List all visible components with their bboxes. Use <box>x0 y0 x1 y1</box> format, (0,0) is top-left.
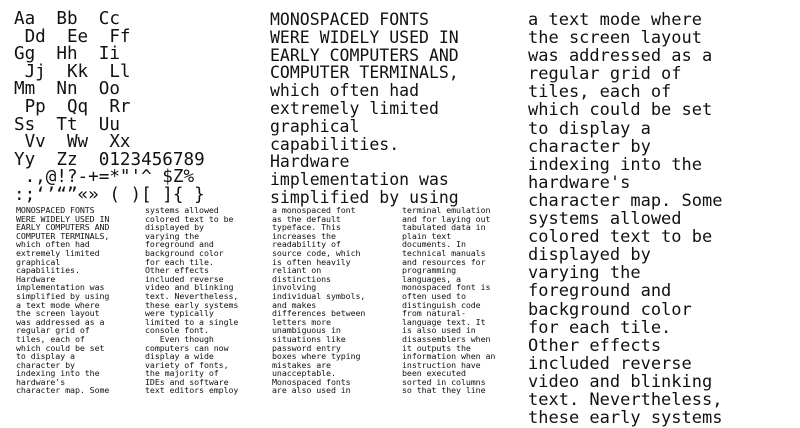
text-line: Pp Qq Rr <box>14 96 131 117</box>
text-line: Hardware <box>16 273 56 284</box>
text-line: Yy Zz 0123456789 <box>14 149 205 170</box>
text-line: as the default <box>272 213 341 224</box>
text-line: background color <box>528 299 692 320</box>
text-line: typeface. This <box>272 222 341 233</box>
text-line: extremely limited <box>16 247 100 258</box>
text-line: readability of <box>272 239 341 250</box>
text-line: which often had <box>16 239 90 250</box>
text-line: :;‘’“”«» ( )[ ]{ } <box>14 184 205 205</box>
text-line: to display a <box>16 351 75 362</box>
text-line: unacceptable. <box>272 368 336 379</box>
text-line: limited to a single <box>145 316 239 327</box>
text-line: .,@!?-+=*"'^ $Z% <box>14 167 195 188</box>
text-line: password entry <box>272 342 341 353</box>
text-line: MONOSPACED FONTS <box>270 10 429 29</box>
text-line: MONOSPACED FONTS <box>16 205 95 215</box>
text-line: tiles, each of <box>16 333 85 344</box>
text-line: terminal emulation <box>402 205 491 215</box>
small-text-column-3 <box>272 206 365 395</box>
text-line: console font. <box>145 325 209 336</box>
text-line: WERE WIDELY USED IN <box>270 27 459 47</box>
text-line: background color <box>145 247 224 258</box>
text-line: source code, which <box>272 247 361 258</box>
text-line: the screen layout <box>528 28 702 49</box>
text-line: mistakes are <box>272 359 331 370</box>
text-line: systems allowed <box>528 209 682 230</box>
text-line: are also used in <box>272 385 351 396</box>
text-line: which often had <box>270 81 420 101</box>
text-line: computers can now <box>145 342 229 353</box>
text-line: tiles, each of <box>528 82 672 103</box>
text-line: WERE WIDELY USED IN <box>16 213 110 224</box>
text-line: was addressed as a <box>16 316 105 327</box>
text-line: and for laying out <box>402 213 491 224</box>
text-line: display a wide <box>145 351 214 362</box>
text-line: were typically <box>145 308 214 319</box>
text-line: indexing into the <box>528 154 702 175</box>
text-line: programming <box>402 265 457 276</box>
text-line: for each tile. <box>145 256 214 267</box>
text-line: character by <box>528 136 651 157</box>
text-line: text editors employ <box>145 385 239 396</box>
text-line: distinguish code <box>402 299 481 310</box>
text-line: hardware's <box>528 172 631 193</box>
small-text-column-4 <box>402 206 495 395</box>
text-line: colored text to be <box>528 227 713 248</box>
text-line: sorted in columns <box>402 376 486 387</box>
text-line: to display a <box>528 118 651 139</box>
text-line: graphical <box>16 256 61 267</box>
text-line: languages, a <box>402 273 461 284</box>
text-line: the screen layout <box>16 308 100 319</box>
text-line: video and blinking <box>528 371 713 392</box>
text-line: was addressed as a <box>528 46 713 67</box>
text-line: these early systems <box>145 299 239 310</box>
text-line: capabilities. <box>16 265 80 276</box>
text-line: Hardware <box>270 152 350 172</box>
text-line: Monospaced fonts <box>272 376 351 387</box>
text-line: hardware's <box>16 376 66 387</box>
text-line: regular grid of <box>528 64 682 85</box>
text-line: is often heavily <box>272 256 351 267</box>
text-line: differences between <box>272 308 366 319</box>
text-line: variety of fonts, <box>145 359 229 370</box>
text-line: disassemblers when <box>402 333 491 344</box>
text-line: character map. Some <box>16 385 110 396</box>
text-line: graphical <box>270 116 360 136</box>
text-line: displayed by <box>145 222 204 233</box>
text-line: unambiguous in <box>272 325 341 336</box>
text-line: extremely limited <box>270 98 439 118</box>
text-line: technical manuals <box>402 247 486 258</box>
text-line: a monospaced font <box>272 205 356 215</box>
text-line: implementation was <box>270 170 449 190</box>
text-line: documents. In <box>402 239 466 250</box>
text-line: EARLY COMPUTERS AND <box>270 45 459 65</box>
text-line: IDEs and software <box>145 376 229 387</box>
text-line: text. Nevertheless, <box>145 290 239 301</box>
text-line: which could be set <box>16 342 105 353</box>
text-line: implementation was <box>16 282 105 293</box>
text-line: COMPUTER TERMINALS, <box>270 63 459 83</box>
text-line: language text. It <box>402 316 486 327</box>
text-line: so that they line <box>402 385 486 396</box>
text-line: increases the <box>272 230 336 241</box>
text-line: and resources for <box>402 256 486 267</box>
text-line: a text mode where <box>16 299 100 310</box>
text-line: these early systems <box>528 408 723 428</box>
text-line: Aa Bb Cc <box>14 9 120 29</box>
text-line: a text mode where <box>528 10 702 30</box>
text-line: which could be set <box>528 100 713 121</box>
text-line: included reverse <box>145 273 224 284</box>
text-line: video and blinking <box>145 282 234 293</box>
text-line: foreground and <box>145 239 214 250</box>
text-line: character by <box>16 359 75 370</box>
large-text-column-1 <box>270 11 459 207</box>
text-line: varying the <box>145 230 200 241</box>
text-line: COMPUTER TERMINALS, <box>16 230 110 241</box>
text-line: included reverse <box>528 353 692 374</box>
text-line: and makes <box>272 299 317 310</box>
text-line: Vv Ww Xx <box>14 132 131 153</box>
text-line: regular grid of <box>16 325 90 336</box>
text-line: monospaced font is <box>402 282 491 293</box>
text-line: letters more <box>272 316 331 327</box>
text-line: been executed <box>402 368 466 379</box>
text-line: Even though <box>145 333 214 344</box>
large-text-column-2 <box>528 11 722 427</box>
text-line: Mm Nn Oo <box>14 79 120 100</box>
text-line: indexing into the <box>16 368 100 379</box>
text-line: character map. Some <box>528 190 723 211</box>
small-text-column-2 <box>145 206 238 395</box>
text-line: the majority of <box>145 368 219 379</box>
text-line: capabilities. <box>270 134 400 154</box>
text-line: from natural- <box>402 308 466 319</box>
text-line: plain text <box>402 230 452 241</box>
text-line: systems allowed <box>145 205 219 215</box>
text-line: Gg Hh Ii <box>14 44 120 65</box>
text-line: varying the <box>528 263 641 284</box>
text-line: tabulated data in <box>402 222 486 233</box>
text-line: Dd Ee Ff <box>14 26 131 47</box>
text-line: situations like <box>272 333 346 344</box>
text-line: colored text to be <box>145 213 234 224</box>
small-text-column-1 <box>16 206 109 395</box>
text-line: Ss Tt Uu <box>14 114 120 135</box>
text-line: is also used in <box>402 325 476 336</box>
text-line: Other effects <box>528 335 662 356</box>
text-line: boxes where typing <box>272 351 361 362</box>
glyph-specimen <box>14 11 205 205</box>
text-line: reliant on <box>272 265 322 276</box>
text-line: EARLY COMPUTERS AND <box>16 222 110 233</box>
text-line: information when an <box>402 351 496 362</box>
text-line: simplified by using <box>270 187 459 207</box>
text-line: it outputs the <box>402 342 471 353</box>
text-line: foreground and <box>528 281 672 302</box>
text-line: involving <box>272 282 317 293</box>
text-line: individual symbols, <box>272 290 366 301</box>
text-line: for each tile. <box>528 317 672 338</box>
text-line: Other effects <box>145 265 209 276</box>
text-line: displayed by <box>528 245 651 266</box>
text-line: instruction have <box>402 359 481 370</box>
text-line: often used to <box>402 290 466 301</box>
text-line: distinctions <box>272 273 331 284</box>
text-line: simplified by using <box>16 290 110 301</box>
text-line: Jj Kk Ll <box>14 61 131 82</box>
text-line: text. Nevertheless, <box>528 389 723 410</box>
